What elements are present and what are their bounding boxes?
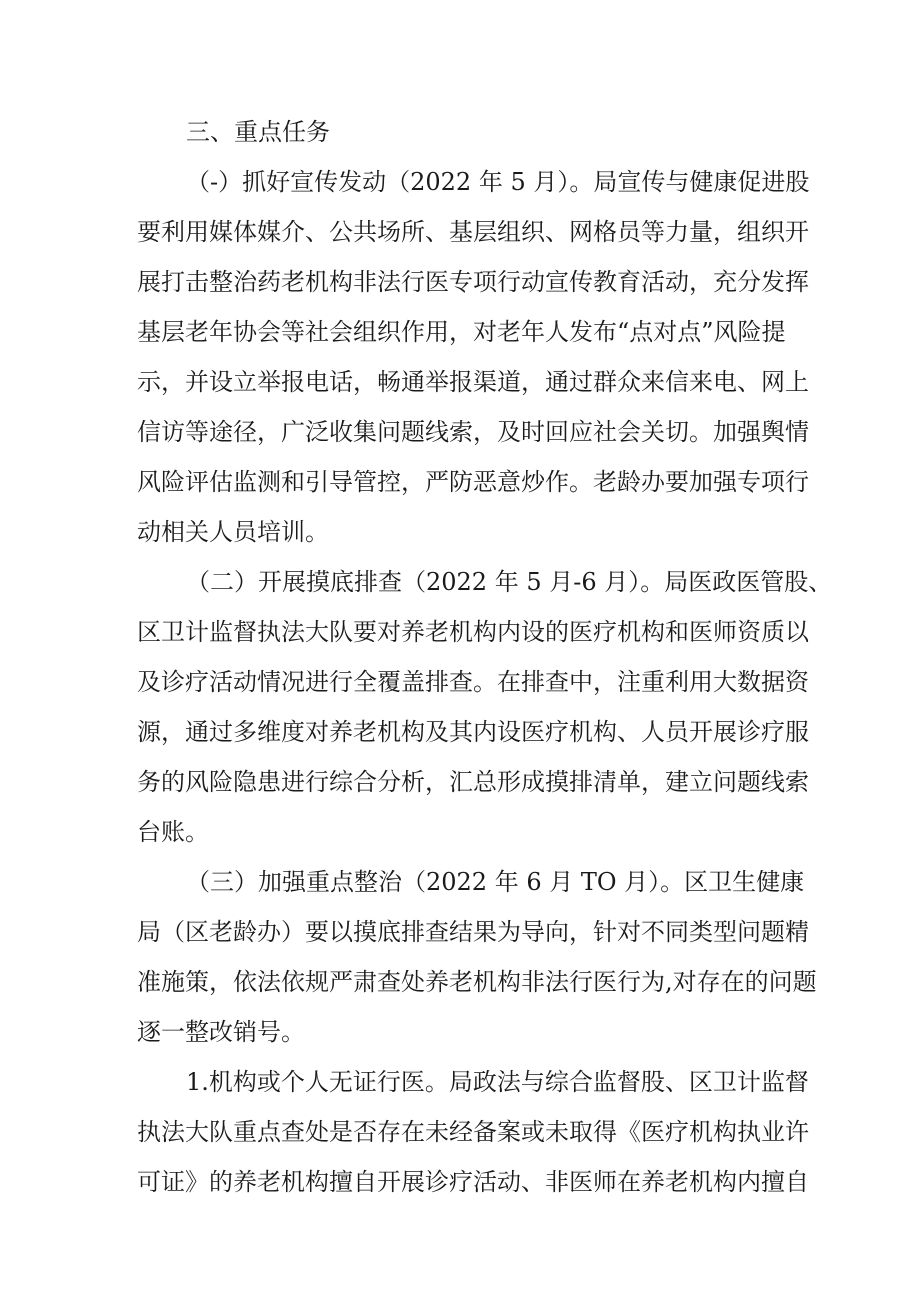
paragraph-line: 台账。 <box>137 818 209 846</box>
paragraph-line: （三）加强重点整治（2022 年 6 月 TO 月）。区卫生健康 <box>186 868 805 896</box>
paragraph-line: 务的风险隐患进行综合分析，汇总形成摸排清单，建立问题线索 <box>137 768 809 796</box>
paragraph-line: 展打击整治药老机构非法行医专项行动宣传教育活动，充分发挥 <box>137 268 809 296</box>
paragraph-line: 局（区老龄办）要以摸底排查结果为导向，针对不同类型问题精 <box>137 918 809 946</box>
section-heading: 三、重点任务 <box>186 118 330 146</box>
paragraph-line: 区卫计监督执法大队要对养老机构内设的医疗机构和医师资质以 <box>137 618 809 646</box>
paragraph-line: 要利用媒体媒介、公共场所、基层组织、网格员等力量，组织开 <box>137 218 809 246</box>
paragraph-line: （-）抓好宣传发动（2022 年 5 月）。局宣传与健康促进股 <box>186 168 810 196</box>
paragraph-line: 执法大队重点查处是否存在未经备案或未取得《医疗机构执业许 <box>137 1118 809 1146</box>
paragraph-line: 示，并设立举报电话，畅通举报渠道，通过群众来信来电、网上 <box>137 368 809 396</box>
paragraph-line: 动相关人员培训。 <box>137 518 329 546</box>
paragraph-line: （二）开展摸底排查（2022 年 5 月-6 月）。局医政医管股、 <box>186 568 833 596</box>
paragraph-line: 源，通过多维度对养老机构及其内设医疗机构、人员开展诊疗服 <box>137 718 809 746</box>
paragraph-line: 1.机构或个人无证行医。局政法与综合监督股、区卫计监督 <box>186 1068 809 1096</box>
paragraph-line: 逐一整改销号。 <box>137 1018 305 1046</box>
paragraph-line: 风险评估监测和引导管控，严防恶意炒作。老龄办要加强专项行 <box>137 468 809 496</box>
paragraph-line: 准施策，依法依规严肃查处养老机构非法行医行为,对存在的问题 <box>137 968 817 996</box>
paragraph-line: 及诊疗活动情况进行全覆盖排查。在排查中，注重利用大数据资 <box>137 668 809 696</box>
paragraph-line: 信访等途径，广泛收集问题线索，及时回应社会关切。加强舆情 <box>137 418 809 446</box>
paragraph-line: 可证》的养老机构擅自开展诊疗活动、非医师在养老机构内擅自 <box>137 1168 809 1196</box>
paragraph-line: 基层老年协会等社会组织作用，对老年人发布“点对点”风险提 <box>137 318 786 346</box>
